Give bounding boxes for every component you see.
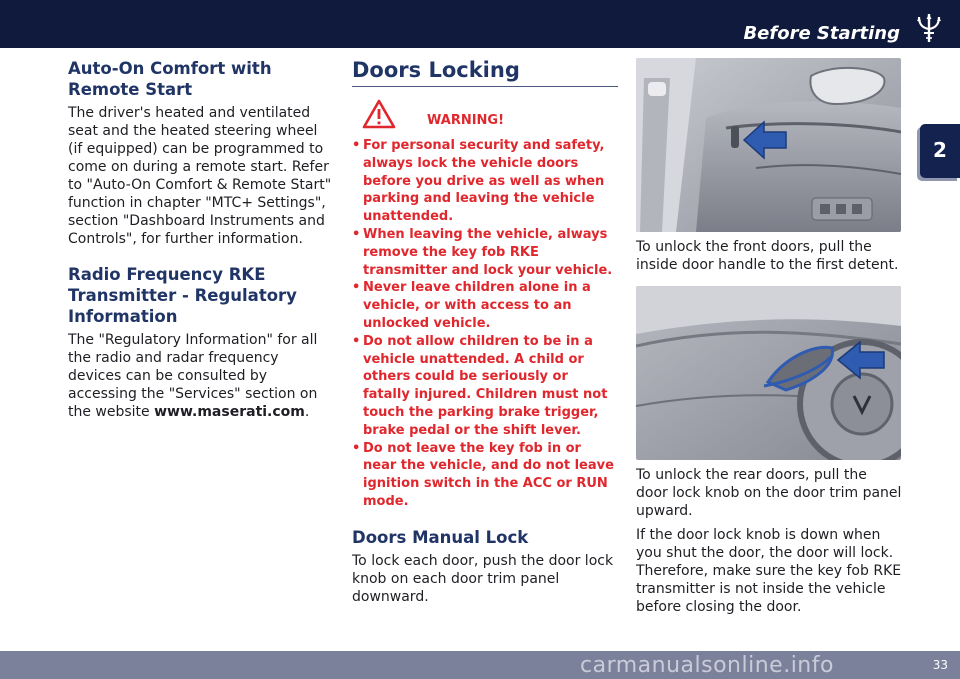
header-title: Before Starting xyxy=(743,23,900,44)
remote-start-paragraph: The driver's heated and ventilated seat and the heated steering wheel (if equipped) can be programmed to come on during a remote start. Refer to "Auto-On Comfort & Remote Start" function in chapter "MTC+ Settings", section "Dashboard Instruments and Controls", for further information. xyxy=(68,105,332,247)
chapter-number: 2 xyxy=(933,138,947,162)
door-lock-knob-paragraph: If the door lock knob is down when you shut the door, the door will lock. Therefore, make sure the key fob RKE transmitter is not inside the vehicle before closing the door. xyxy=(636,527,902,615)
warning-label: WARNING! xyxy=(427,113,505,128)
rke-paragraph-text: The "Regulatory Information" for all the radio and radar frequency devices can be consulted by accessing the "Services" section on the website xyxy=(68,332,318,420)
footer-bar xyxy=(0,651,960,679)
warning-item: • Never leave children alone in a vehicle, or with access to an unlocked vehicle. xyxy=(352,280,591,331)
rke-paragraph-end: . xyxy=(304,404,310,420)
warning-item: • For personal security and safety, always lock the vehicle doors before you drive as well as when parking and leaving the vehicle unattended. xyxy=(352,138,605,225)
rke-regulatory-paragraph xyxy=(68,331,336,421)
section-title-doors-locking: Doors Locking xyxy=(352,58,618,87)
warning-item: • Do not leave the key fob in or near the vehicle, and do not leave ignition switch in the ACC or RUN mode. xyxy=(352,440,614,509)
rear-doors-paragraph: To unlock the rear doors, pull the door lock knob on the door trim panel upward. xyxy=(636,467,902,519)
front-door-lock-photo xyxy=(636,58,901,232)
right-column xyxy=(636,58,902,616)
maserati-trident-icon xyxy=(916,12,942,44)
front-doors-caption: To unlock the front doors, pull the inside door handle to the first detent. xyxy=(636,239,899,273)
left-column xyxy=(68,58,336,421)
header-bar xyxy=(0,0,960,48)
page-number: 33 xyxy=(932,658,948,672)
section-heading-remote-start: Auto-On Comfort with Remote Start xyxy=(68,59,272,99)
warning-triangle-icon xyxy=(362,99,396,129)
warning-item: • When leaving the vehicle, always remove the key fob RKE transmitter and lock your vehicle. xyxy=(352,226,613,278)
warning-list xyxy=(352,137,618,511)
middle-column xyxy=(352,58,618,606)
warning-header xyxy=(352,99,618,135)
section-heading-rke-regulatory: Radio Frequency RKE Transmitter - Regulatory Information xyxy=(68,265,297,326)
manual-lock-paragraph: To lock each door, push the door lock knob on each door trim panel downward. xyxy=(352,552,614,605)
maserati-website-link[interactable]: www.maserati.com xyxy=(154,404,305,420)
warning-item: • Do not allow children to be in a vehicle unattended. A child or others could be seriously or fatally injured. Children must not touch the parking brake trigger, brake pedal or the shift lever. xyxy=(352,333,608,438)
inside-door-handle-photo xyxy=(636,286,901,460)
chapter-tab xyxy=(920,124,960,178)
watermark-text: carmanualsonline.info xyxy=(580,653,834,678)
subheading-doors-manual-lock: Doors Manual Lock xyxy=(352,527,529,547)
